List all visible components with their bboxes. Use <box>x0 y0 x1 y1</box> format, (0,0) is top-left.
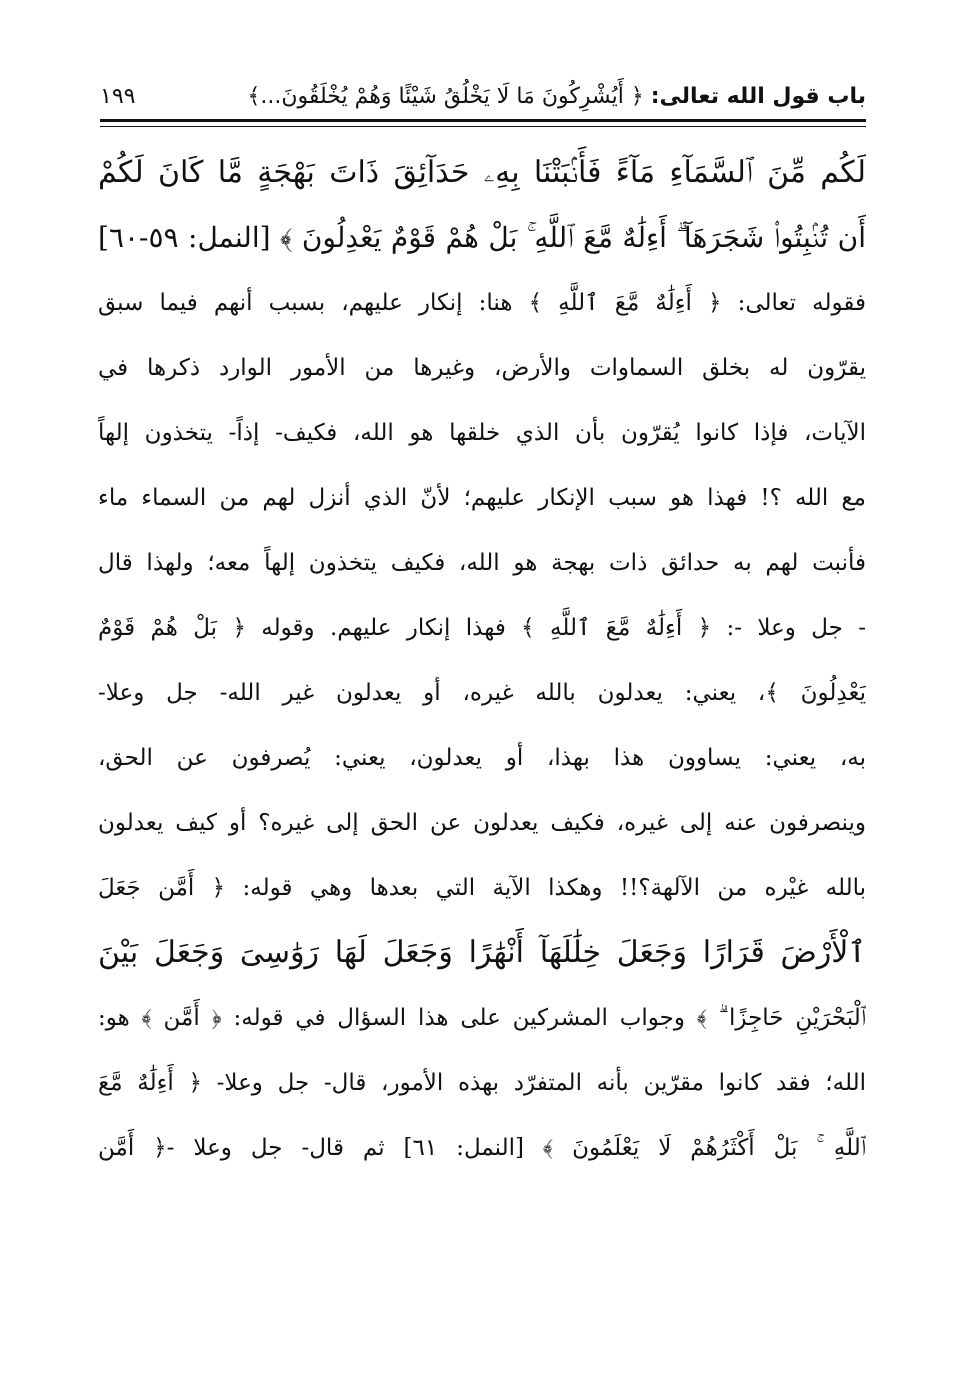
text-line: ٱلْبَحْرَيْنِ حَاجِزًا ۗ ﴾ وجواب المشركين على هذا السؤال في قوله: ﴿ أَمَّن ﴾ هو: <box>98 1004 866 1031</box>
text-line: يَعْدِلُونَ ﴾، يعني: يعدلون بالله غيره، أو يعدلون غير الله- جل وعلا- <box>98 679 866 706</box>
page-body <box>98 140 866 1200</box>
text-line: به، يعني: يساوون هذا بهذا، أو يعدلون، يعني: يُصرفون عن الحق، <box>98 744 866 771</box>
text-line: الآيات، فإذا كانوا يُقرّون بأن الذي خلقها هو الله، فكيف- إذاً- يتخذون إلهاً <box>98 419 866 446</box>
text-line: أَن تُنۢبِتُوا۟ شَجَرَهَآ ۗ أَءِلَٰهٌ مَّعَ ٱللَّهِ ۚ بَلْ هُمْ قَوْمٌ يَعْدِلُونَ ﴾ [النمل: ٥٩-٦٠] <box>98 220 866 254</box>
text-line: مع الله ؟! فهذا هو سبب الإنكار عليهم؛ لأنّ الذي أنزل لهم من السماء ماء <box>98 484 866 511</box>
text-line: بالله غيْره من الآلهة؟!! وهكذا الآية التي بعدها وهي قوله: ﴿ أَمَّن جَعَلَ <box>98 874 866 901</box>
text-line: الله؛ فقد كانوا مقرّين بأنه المتفرّد بهذه الأمور، قال- جل وعلا- ﴿ أَءِلَٰهٌ مَّعَ <box>98 1069 866 1096</box>
text-line: - جل وعلا -: ﴿ أَءِلَٰهٌ مَّعَ ٱللَّهِ ﴾ فهذا إنكار عليهم. وقوله ﴿ بَلْ هُمْ قَوْمٌ <box>98 614 866 641</box>
chapter-verse: ﴿ أَيُشْرِكُونَ مَا لَا يَخْلُقُ شَيْئًا وَهُمْ يُخْلَقُونَ...﴾ <box>247 83 644 109</box>
text-line: ٱلْأَرْضَ قَرَارًا وَجَعَلَ خِلَٰلَهَآ أَنْهَٰرًا وَجَعَلَ لَهَا رَوَٰسِىَ وَجَعَلَ بَيْنَ <box>98 935 866 970</box>
text-line: فأنبت لهم به حدائق ذات بهجة هو الله، فكيف يتخذون إلهاً معه؛ ولهذا قال <box>98 549 866 576</box>
page-header <box>100 74 866 118</box>
text-line: وينصرفون عنه إلى غيره، فكيف يعدلون عن الحق إلى غيره؟ أو كيف يعدلون <box>98 809 866 836</box>
text-line: يقرّون له بخلق السماوات والأرض، وغيرها من الأمور الوارد ذكرها في <box>98 354 866 381</box>
chapter-title <box>247 84 866 109</box>
text-line: فقوله تعالى: ﴿ أَءِلَٰهٌ مَّعَ ٱللَّهِ ﴾ هنا: إنكار عليهم، بسبب أنهم فيما سبق <box>98 289 866 316</box>
text-line: لَكُم مِّنَ ٱلسَّمَآءِ مَآءً فَأَنۢبَتْنَا بِهِۦ حَدَآئِقَ ذَاتَ بَهْجَةٍ مَّا كَانَ لَكُمْ <box>98 155 866 190</box>
page-number: ١٩٩ <box>100 83 136 109</box>
text-line: ٱللَّهِ ۚ بَلْ أَكْثَرُهُمْ لَا يَعْلَمُونَ ﴾ [النمل: ٦١] ثم قال- جل وعلا -﴿ أَمَّن <box>98 1134 866 1161</box>
header-divider <box>100 119 866 127</box>
chapter-label: باب قول الله تعالى: <box>650 83 866 109</box>
